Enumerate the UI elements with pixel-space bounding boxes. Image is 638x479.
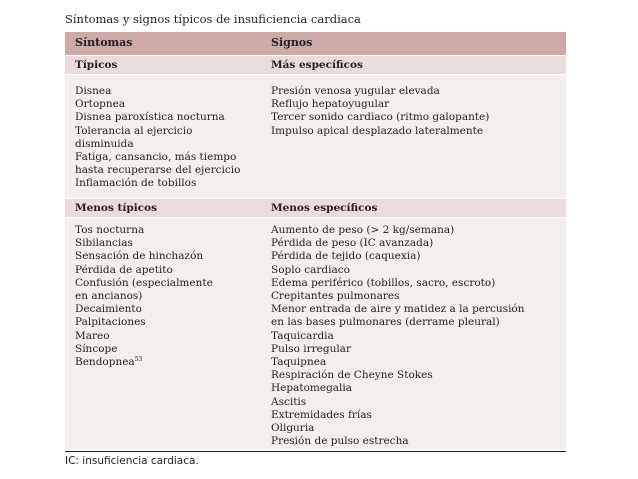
list-item: Sensación de hinchazón — [75, 250, 204, 263]
list-item: Extremidades frías — [271, 408, 372, 421]
list-item: Oliguria — [271, 422, 315, 435]
list-item: Impulso apical desplazado lateralmente — [271, 124, 484, 137]
list-item: Mareo — [75, 329, 110, 342]
table-caption: Síntomas y signos típicos de insuficiencia cardiaca — [65, 12, 361, 26]
list-item: Ascitis — [271, 395, 307, 408]
list-item: Síncope — [75, 342, 118, 355]
list-item: Respiración de Cheyne Stokes — [271, 369, 433, 382]
list-item: Disnea paroxística nocturna — [75, 111, 225, 124]
header-symptoms: Síntomas — [75, 36, 133, 49]
list-item: en ancianos) — [75, 290, 143, 303]
reference-superscript: 53 — [134, 356, 143, 364]
subheader-less-typical: Menos típicos — [75, 202, 157, 214]
list-item: Tos nocturna — [75, 224, 145, 236]
list-item: Tolerancia al ejercicio — [75, 124, 193, 137]
list-item: Crepitantes pulmonares — [271, 290, 400, 303]
table-footnote: IC: insuficiencia cardiaca. — [65, 455, 199, 467]
subheader-less-specific: Menos específicos — [271, 202, 378, 214]
subheader-typical: Típicos — [75, 59, 118, 71]
list-item: Sibilancias — [75, 237, 133, 250]
list-item: Aumento de peso (> 2 kg/semana) — [271, 224, 455, 236]
list-item: disminuida — [75, 137, 134, 150]
list-item: Presión de pulso estrecha — [271, 435, 409, 448]
list-item: Fatiga, cansancio, más tiempo — [75, 151, 237, 164]
typical-symptoms-list — [75, 85, 240, 191]
list-item — [75, 356, 213, 369]
list-item: Taquipnea — [271, 356, 327, 369]
list-item: Disnea — [75, 85, 112, 97]
less-specific-signs-list — [271, 224, 525, 448]
list-item: en las bases pulmonares (derrame pleural) — [271, 316, 500, 329]
list-item: Taquicardia — [271, 329, 334, 342]
list-item: Confusión (especialmente — [75, 276, 213, 289]
section-less-typical-header — [65, 199, 566, 217]
list-item: hasta recuperarse del ejercicio — [75, 164, 241, 177]
more-specific-signs-list — [271, 85, 489, 138]
symptoms-signs-table — [65, 32, 566, 450]
list-item: Pulso irregular — [271, 342, 351, 355]
table-header-row — [65, 32, 566, 55]
list-item: Presión venosa yugular elevada — [271, 85, 440, 97]
less-typical-symptoms-list — [75, 224, 213, 369]
list-item: Ortopnea — [75, 98, 126, 111]
bendopnea-label: Bendopnea — [75, 356, 135, 369]
header-signs: Signos — [271, 36, 313, 49]
list-item: Pérdida de peso (IC avanzada) — [271, 237, 434, 250]
list-item: Soplo cardiaco — [271, 263, 350, 276]
list-item: Edema periférico (tobillos, sacro, escroto) — [271, 276, 496, 289]
subheader-more-specific: Más específicos — [271, 59, 363, 71]
section-typical-body — [65, 75, 566, 198]
list-item: Tercer sonido cardiaco (ritmo galopante) — [271, 111, 490, 124]
list-item: Menor entrada de aire y matidez a la percusión — [271, 303, 525, 316]
section-typical-header — [65, 56, 566, 74]
list-item: Reflujo hepatoyugular — [271, 98, 390, 111]
table-bottom-rule — [65, 451, 566, 452]
section-less-typical-body — [65, 218, 566, 450]
list-item: Inflamación de tobillos — [75, 177, 197, 190]
list-item: Palpitaciones — [75, 316, 146, 329]
list-item: Pérdida de tejido (caquexia) — [271, 250, 421, 263]
list-item: Pérdida de apetito — [75, 263, 173, 276]
list-item: Decaimiento — [75, 303, 142, 316]
list-item: Hepatomegalia — [271, 382, 353, 395]
